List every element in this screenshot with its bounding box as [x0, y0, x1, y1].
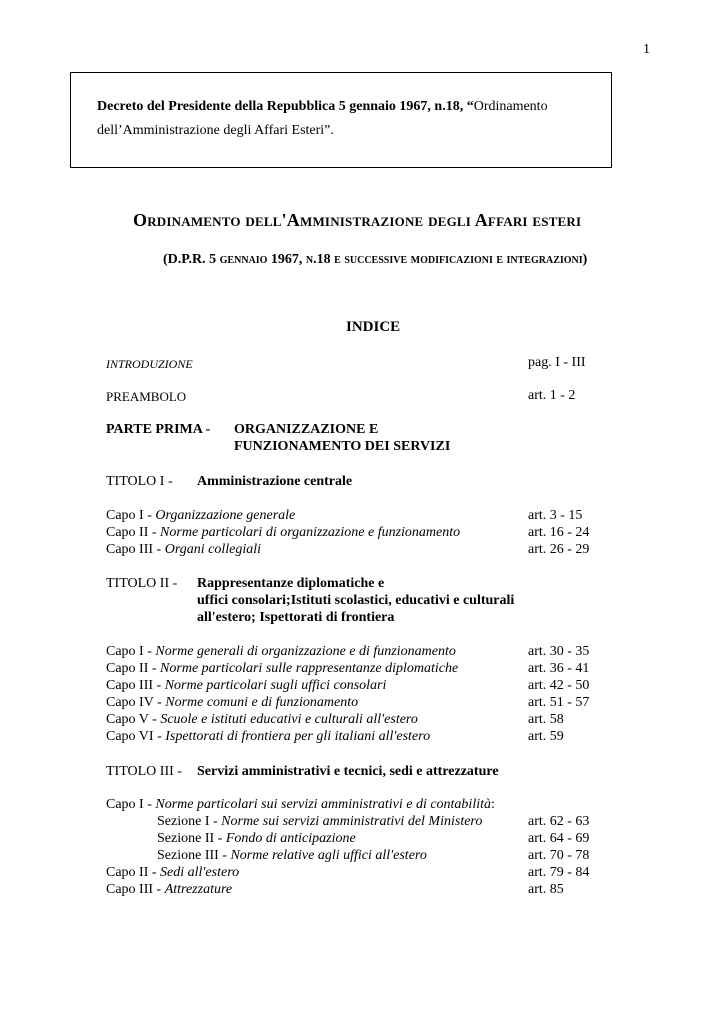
introduzione-label: INTRODUZIONE	[106, 357, 193, 371]
document-title: Ordinamento dell'Amministrazione degli Affari esteri	[133, 210, 582, 230]
toc-entry-ref: art. 58	[528, 712, 564, 727]
introduzione-ref: pag. I - III	[528, 355, 586, 370]
toc-entry-text: Organizzazione generale	[155, 508, 296, 523]
toc-entry-prefix: Capo I -	[106, 508, 156, 523]
toc-section-text: Norme sui servizi amministrativi del Ministero	[221, 814, 483, 829]
toc-section-text: Fondo di anticipazione	[225, 831, 356, 846]
toc-section	[157, 848, 427, 864]
toc-section-prefix: Sezione I -	[157, 814, 222, 829]
toc-entry-text: Norme comuni e di funzionamento	[165, 695, 359, 710]
toc-entry	[106, 542, 261, 558]
toc-entry-text: Attrezzature	[164, 882, 233, 897]
toc-entry	[106, 712, 418, 728]
toc-section	[157, 814, 482, 830]
toc-entry-prefix: Capo III -	[106, 542, 165, 557]
toc-entry-prefix: Capo II -	[106, 865, 161, 880]
toc-entry-text: Scuole e istituti educativi e culturali all'estero	[160, 712, 418, 727]
toc-entry-ref: art. 36 - 41	[528, 661, 590, 676]
toc-entry	[106, 678, 386, 694]
toc-entry	[106, 695, 358, 711]
toc-entry	[106, 729, 430, 745]
toc-entry-ref: art. 16 - 24	[528, 525, 590, 540]
toc-entry	[106, 882, 232, 898]
parte-prima-heading-1: ORGANIZZAZIONE E	[234, 422, 379, 437]
toc-entry-text: Norme particolari sugli uffici consolari	[164, 678, 387, 693]
toc-entry-prefix: Capo I -	[106, 644, 156, 659]
toc-entry-ref: art. 26 - 29	[528, 542, 590, 557]
toc-entry-ref: art. 30 - 35	[528, 644, 590, 659]
toc-section-ref: art. 62 - 63	[528, 814, 590, 829]
toc-entry	[106, 865, 239, 881]
toc-entry-text: Norme particolari sulle rappresentanze diplomatiche	[160, 661, 459, 676]
parte-prima-heading-2: FUNZIONAMENTO DEI SERVIZI	[234, 439, 451, 454]
page-number: 1	[643, 42, 650, 57]
toc-entry-ref: art. 42 - 50	[528, 678, 590, 693]
toc-entry	[106, 797, 495, 813]
document-subtitle: (D.P.R. 5 gennaio 1967, n.18 e successive modificazioni e integrazioni)	[163, 252, 588, 267]
toc-entry	[106, 661, 458, 677]
titolo-2-heading-1: Rappresentanze diplomatiche e	[197, 576, 385, 591]
toc-entry-prefix: Capo II -	[106, 661, 161, 676]
toc-entry-prefix: Capo V -	[106, 712, 161, 727]
titolo-1-heading: Amministrazione centrale	[197, 474, 353, 489]
preambolo-label: PREAMBOLO	[106, 389, 187, 404]
decree-header-line-2: dell’Amministrazione degli Affari Esteri”.	[97, 123, 334, 138]
titolo-3-heading: Servizi amministrativi e tecnici, sedi e attrezzature	[197, 764, 499, 779]
toc-entry-text: Ispettorati di frontiera per gli italiani all'estero	[165, 729, 431, 744]
toc-section-text: Norme relative agli uffici all'estero	[230, 848, 427, 863]
toc-entry-text: Norme particolari sui servizi amministrativi e di contabilità	[155, 797, 491, 812]
toc-entry-suffix: :	[491, 797, 495, 812]
toc-section-ref: art. 70 - 78	[528, 848, 590, 863]
toc-entry-prefix: Capo III -	[106, 882, 165, 897]
toc-section	[157, 831, 356, 847]
toc-entry	[106, 508, 295, 524]
decree-header-line-1	[97, 99, 548, 115]
titolo-2-heading-3: all'estero; Ispettorati di frontiera	[197, 610, 395, 625]
titolo-3-label: TITOLO III -	[106, 764, 182, 779]
toc-entry-text: Organi collegiali	[164, 542, 262, 557]
toc-entry-prefix: Capo VI -	[106, 729, 166, 744]
decree-header-bold: Decreto del Presidente della Repubblica 5 gennaio 1967, n.18, “	[97, 99, 474, 114]
toc-section-prefix: Sezione II -	[157, 831, 226, 846]
preambolo-ref: art. 1 - 2	[528, 388, 576, 403]
toc-entry-ref: art. 59	[528, 729, 564, 744]
titolo-1-label: TITOLO I -	[106, 474, 173, 489]
toc-entry	[106, 644, 456, 660]
toc-entry-prefix: Capo IV -	[106, 695, 166, 710]
index-heading: INDICE	[346, 319, 401, 335]
toc-entry-prefix: Capo III -	[106, 678, 165, 693]
parte-prima-label: PARTE PRIMA -	[106, 422, 211, 437]
titolo-2-heading-2: uffici consolari;Istituti scolastici, educativi e culturali	[197, 593, 515, 608]
toc-entry-text: Norme generali di organizzazione e di funzionamento	[155, 644, 456, 659]
toc-entry-prefix: Capo II -	[106, 525, 161, 540]
decree-header-box	[70, 72, 612, 168]
decree-header-normal: Ordinamento	[473, 99, 548, 114]
toc-entry	[106, 525, 460, 541]
toc-entry-ref: art. 3 - 15	[528, 508, 583, 523]
toc-section-ref: art. 64 - 69	[528, 831, 590, 846]
toc-entry-text: Norme particolari di organizzazione e funzionamento	[160, 525, 461, 540]
toc-section-prefix: Sezione III -	[157, 848, 231, 863]
toc-entry-text: Sedi all'estero	[160, 865, 240, 880]
toc-entry-ref: art. 51 - 57	[528, 695, 590, 710]
toc-entry-prefix: Capo I -	[106, 797, 156, 812]
toc-entry-ref: art. 85	[528, 882, 564, 897]
toc-entry-ref: art. 79 - 84	[528, 865, 590, 880]
titolo-2-label: TITOLO II -	[106, 576, 178, 591]
